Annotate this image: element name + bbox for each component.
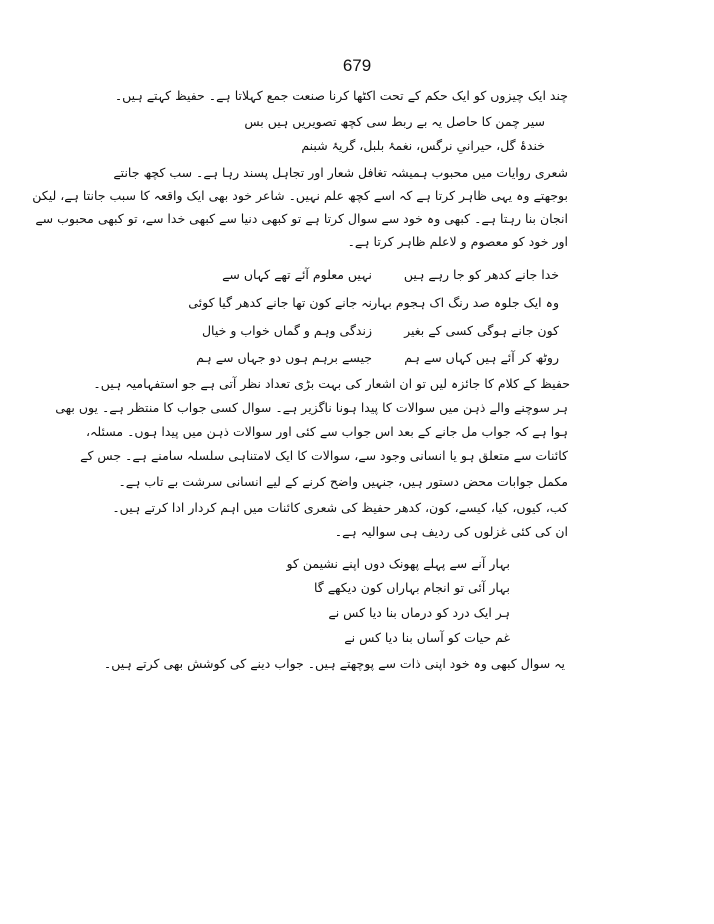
- paragraph-2-line-2: ہر سوچنے والے ذہن میں سوالات کا پیدا ہونا ناگزیر ہے۔ سوال کسی جواب کا منتظر ہے۔ یوں بھی: [55, 400, 568, 415]
- closing-line: یہ سوال کبھی وہ خود اپنی ذات سے پوچھتے ہیں۔ جواب دینے کی کوشش بھی کرتے ہیں۔: [103, 656, 565, 671]
- couplet-3-first: کون جانے ہوگی کسی کے بغیر: [404, 323, 559, 338]
- couplet-3-second: زندگی وہم و گماں خواب و خیال: [201, 323, 372, 338]
- paragraph-1-line-1: شعری روایات میں محبوب ہمیشہ تغافل شعار اور تجاہل پسند رہا ہے۔ سب کچھ جانتے: [113, 165, 568, 180]
- couplet-4-first: روٹھ کر آئے ہیں کہاں سے ہم: [404, 350, 559, 365]
- couplet-3: [175, 321, 565, 341]
- paragraph-2-line-4: کائنات سے متعلق ہو یا انسانی وجود سے، سوالات کا ایک لامتناہی سلسلہ سامنے ہے۔ جس کے: [80, 448, 568, 463]
- verse-a-line-1: سیر چمن کا حاصل یہ بے ربط سی کچھ تصویریں ہیں بس: [244, 114, 545, 129]
- couplet-2: [175, 293, 565, 313]
- verse-b-line-1: بہار آنے سے پہلے پھونک دوں اپنے نشیمن کو: [286, 556, 510, 571]
- couplet-1-first: خدا جانے کدھر کو جا رہے ہیں: [403, 267, 559, 282]
- intro-line: چند ایک چیزوں کو ایک حکم کے تحت اکٹھا کرنا صنعت جمع کہلاتا ہے۔ حفیظ کہتے ہیں۔: [114, 88, 568, 103]
- paragraph-1-line-2: بوجھتے وہ یہی ظاہر کرتا ہے کہ اسے کچھ علم نہیں۔ شاعر خود بھی ایک واقعہ کا سبب جانتا ہے، لیکن: [32, 188, 568, 203]
- paragraph-2-line-7: ان کی کئی غزلوں کی ردیف ہی سوالیہ ہے۔: [334, 524, 568, 539]
- paragraph-2-line-1: حفیظ کے کلام کا جائزہ لیں تو ان اشعار کی بہت بڑی تعداد نظر آتی ہے جو استفہامیہ ہیں۔: [93, 376, 570, 391]
- verse-b-line-4: غم حیات کو آساں بنا دیا کس نے: [344, 630, 510, 645]
- couplet-2-first: وہ ایک جلوہ صد رنگ اک ہجوم بہار: [371, 295, 559, 310]
- couplet-4-second: جیسے برہم ہوں دو جہاں سے ہم: [196, 350, 372, 365]
- couplet-1: [175, 265, 565, 285]
- paragraph-1-line-4: اور خود کو معصوم و لاعلم ظاہر کرتا ہے۔: [347, 234, 568, 249]
- page-number: 679: [342, 56, 372, 75]
- paragraph-2-line-6: کب، کیوں، کیا، کیسے، کون، کدھر حفیظ کی شعری کائنات میں اہم کردار ادا کرتے ہیں۔: [112, 500, 568, 515]
- couplet-2-second: نہ جانے کون تھا جانے کدھر گیا کوئی: [188, 295, 372, 310]
- paragraph-1-line-3: انجان بنا رہتا ہے۔ کبھی وہ خود سے سوال کرتا ہے تو کبھی دنیا سے کبھی خدا سے، تو کبھی محبوب سے: [35, 211, 568, 226]
- verse-b-line-3: ہر ایک درد کو درماں بنا دیا کس نے: [328, 605, 510, 620]
- verse-b-line-2: بہار آئی تو انجام بہاراں کون دیکھے گا: [313, 580, 510, 595]
- couplet-1-second: نہیں معلوم آئے تھے کہاں سے: [222, 267, 372, 282]
- paragraph-2-line-3: ہوا ہے کہ جواب مل جانے کے بعد اس جواب سے کئی اور سوالات ذہن میں پیدا ہوں۔ مسئلہ،: [86, 424, 568, 439]
- couplet-4: [175, 348, 565, 368]
- verse-a-line-2: خندۂ گل، حیرانیِ نرگس، نغمۂ بلبل، گریۂ شبنم: [301, 138, 545, 153]
- paragraph-2-line-5: مکمل جوابات محض دستور ہیں، جنہیں واضح کرنے کے لیے انسانی سرشت بے تاب ہے۔: [118, 474, 568, 489]
